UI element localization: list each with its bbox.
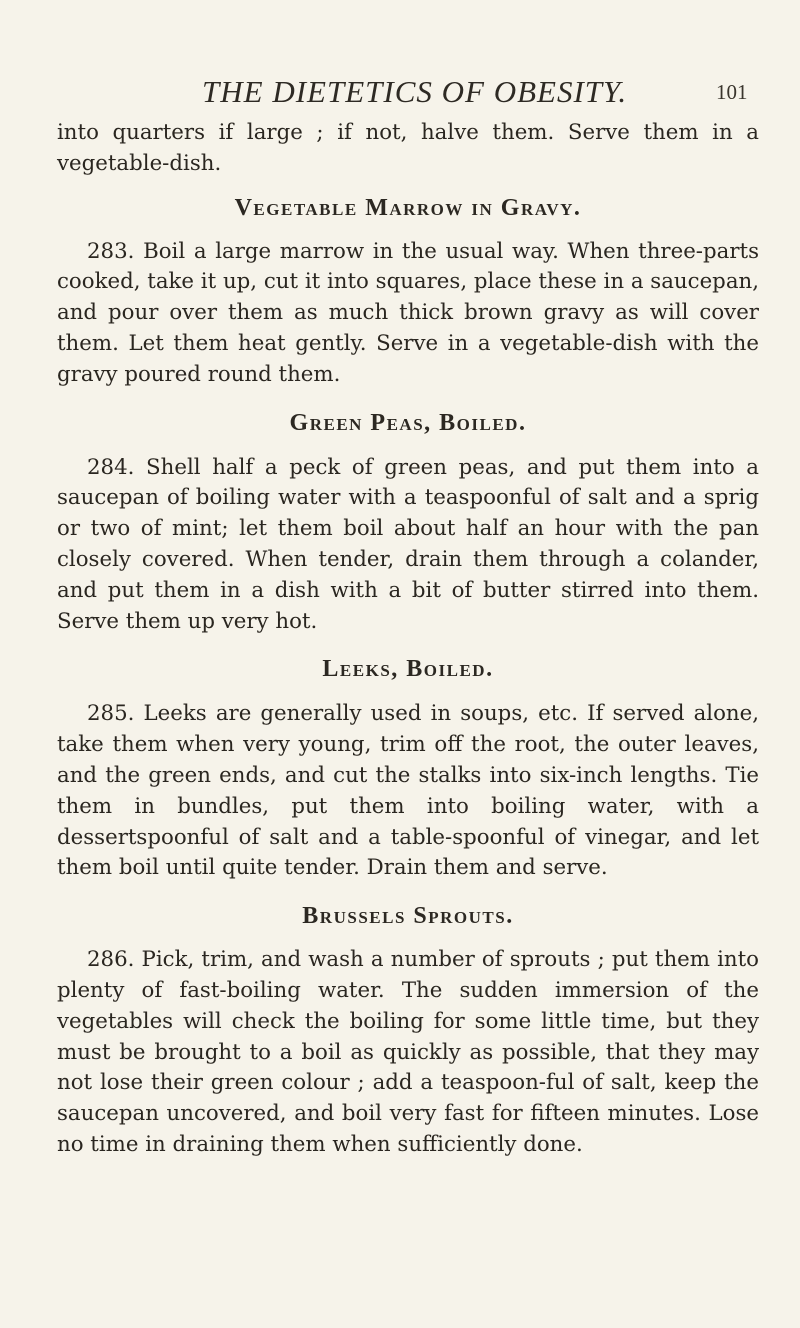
page-number: 101: [716, 80, 748, 104]
body-text: [57, 118, 759, 1161]
recipe-paragraph: 283. Boil a large marrow in the usual way. When three-parts cooked, take it up, cut it into squares, place these in a saucepan, and pour over them as much thick brown gravy as will cover them. Let them heat gently. Serve in a vegetable-dish with the gravy poured round them.: [57, 238, 759, 387]
recipe-paragraph: 285. Leeks are generally used in soups, etc. If served alone, take them when very young, trim off the root, the outer leaves, and the green ends, and cut the stalks into six-inch lengths. Tie them in bundles, put them into boiling water, with a dessertspoonful of salt and a table-spoonful of vinegar, and let them boil until quite tender. Drain them and serve.: [57, 701, 759, 881]
intro-paragraph: into quarters if large ; if not, halve them. Serve them in a vegetable-dish.: [57, 120, 759, 176]
running-head: [0, 74, 800, 114]
running-title: THE DIETETICS OF OBESITY.: [202, 74, 628, 109]
recipe-heading: Green Peas, Boiled.: [289, 409, 527, 436]
recipe-heading: Brussels Sprouts.: [302, 903, 514, 930]
recipe-paragraph: 284. Shell half a peck of green peas, and put them into a saucepan of boiling water with a teaspoonful of salt and a sprig or two of mint; let them boil about half an hour with the pan closely covered. When tender, drain them through a colander, and put them in a dish with a bit of butter stirred into them. Serve them up very hot.: [57, 454, 759, 634]
recipe-paragraph: 286. Pick, trim, and wash a number of sprouts ; put them into plenty of fast-boiling water. The sudden immersion of the vegetables will check the boiling for some little time, but they must be brought to a boil as quickly as possible, that they may not lose their green colour ; add a teaspoon-ful of salt, keep the saucepan uncovered, and boil very fast for fifteen minutes. Lose no time in draining them when sufficiently done.: [57, 947, 759, 1157]
recipe-heading: Leeks, Boiled.: [322, 656, 494, 683]
recipe-heading: Vegetable Marrow in Gravy.: [234, 194, 582, 221]
